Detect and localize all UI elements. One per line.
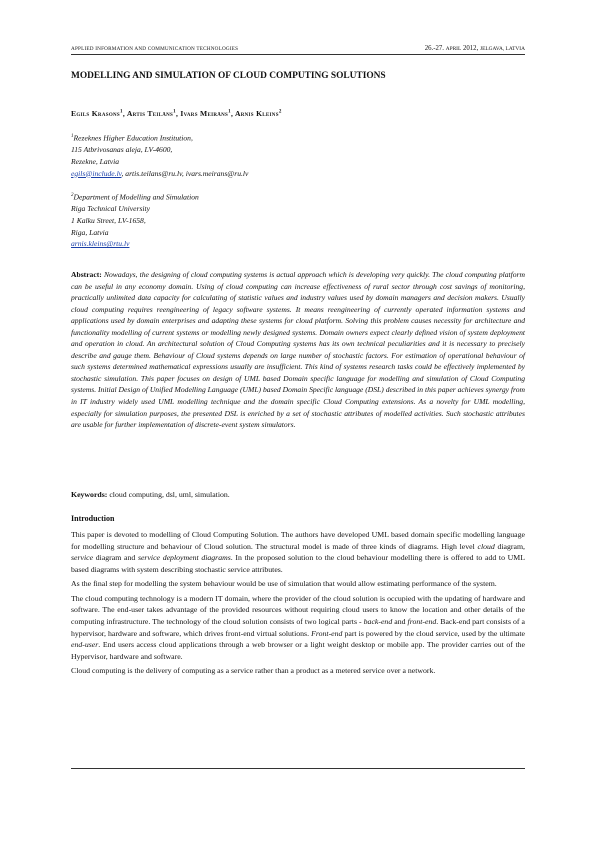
footer-rule: [71, 768, 525, 769]
author-separator: ,: [122, 109, 127, 118]
abstract-text: Nowadays, the designing of cloud computing systems is actual approach which is developing very quickly. The cloud computing platform can be useful in any economy domain. Using of cloud computing can increase effectiveness of rural sector through cost savings of monitoring, practically unlimited data capacity for calculating of statistic values and industry values used by domain managers and decision makers. Usually cloud computing requires reengineering of legacy software systems. It means reengineering of currently operated information systems and applications used by domain enterprises and adapting these systems for cloud platform. Solving this problem causes necessity for architecture and functionality modelling of current systems or modelling newly designed systems. Domain owners expect clearly defined vision of system deployment and operation in cloud. An architectural solution of Cloud Computing systems has its own technical peculiarities and it is necessary to precisely describe and gauge them. Behaviour of Cloud systems depends on large number of stochastic factors. For estimation of operational behaviour of such systems determined mathematical expressions usually are insufficient. This kind of systems research tasks could be effectively implemented by stochastic simulation. This paper focuses on design of UML based Domain specific language for modelling and simulation of Cloud Computing systems. Initial Design of Unified Modelling Language (UML) based Domain Specific language (DSL) described in this paper achieves synergy from in IT industry widely used UML modelling technique and the domain specific Cloud Computing extensions. As a novelty for UML modelling, especially for simulation purposes, the presented DSL is enriched by a set of stochastic attributes of modelled activities. Such stochastic attributes are usable for further implementation of discrete-event system simulators.: [71, 270, 525, 430]
affiliation-line: Rezekne, Latvia: [71, 156, 120, 166]
conference-place: JELGAVA, LATVIA: [479, 46, 525, 52]
keywords-text: cloud computing, dsl, uml, simulation.: [109, 490, 230, 499]
author-affil-mark: 1: [173, 109, 176, 115]
author-affil-mark: 2: [278, 109, 282, 115]
text-run: and: [392, 616, 408, 626]
author-list: [71, 109, 282, 118]
conference-year: 2012,: [462, 45, 479, 52]
affiliation-line: Rezeknes Higher Education Institution,: [73, 133, 193, 143]
author-affil-mark: 1: [120, 109, 123, 115]
text-run: . Back-end part consists of a hypervisor, hardware and software, which drives front-end virtual solutions.: [71, 616, 526, 638]
running-header-left: APPLIED INFORMATION AND COMMUNICATION TECHNOLOGIES: [71, 46, 239, 52]
text-run: diagram and: [93, 553, 138, 563]
text-run: . End users access cloud applications through a web browser or a light weight desktop or mobile app. The provider carries out of the Hypervisor, hardware and software.: [71, 640, 525, 662]
affiliation-line: Riga Technical University: [71, 204, 151, 214]
author-separator: ,: [230, 109, 235, 118]
affiliation-2: [71, 190, 199, 250]
affiliation-line: Department of Modelling and Simulation: [73, 192, 199, 202]
running-header-right: [425, 45, 525, 52]
italic-term: service deployment diagrams: [137, 553, 231, 563]
italic-term: cloud: [477, 541, 495, 551]
author-name: Artis Teilāns: [126, 109, 174, 118]
paragraph: Cloud computing is the delivery of computing as a service rather than a product as a metered service over a network.: [71, 666, 436, 676]
email-link[interactable]: egils@include.lv: [71, 168, 122, 178]
italic-term: front-end: [407, 616, 437, 626]
paper-title: MODELLING AND SIMULATION OF CLOUD COMPUTING SOLUTIONS: [71, 71, 386, 81]
affiliation-line: 1 Kalku Street, LV-1658,: [71, 215, 146, 225]
italic-term: end-user: [71, 640, 99, 650]
author-name: Arnis Kleins: [234, 109, 279, 118]
affiliation-1: [71, 131, 248, 179]
section-heading-introduction: Introduction: [71, 514, 115, 523]
abstract: [71, 269, 525, 431]
paragraph: As the final step for modelling the system behaviour would be use of simulation that would allow estimating performance of the system.: [71, 579, 497, 589]
abstract-label: Abstract:: [71, 270, 102, 279]
keywords: [71, 490, 230, 499]
italic-term: service: [71, 553, 94, 563]
conference-month: APRIL: [445, 46, 462, 52]
text-run: . In the proposed solution to the cloud behaviour modelling there is offered to add to UML based diagrams with system describing stochastic service attributes.: [71, 553, 526, 575]
author-name: Ivars Meirāns: [180, 109, 229, 118]
conference-dates: 26.-27.: [424, 45, 444, 52]
text-run: This paper is devoted to modelling of Cloud Computing Solution. The authors have developed UML based domain specific modelling language for modelling structure and behaviour of Cloud solution. The structural model is made of three kinds of diagrams. High level: [71, 530, 525, 551]
introduction-body: [71, 529, 525, 679]
keywords-label: Keywords:: [71, 490, 108, 499]
italic-term: Front-end: [311, 628, 343, 638]
affiliation-line: Riga, Latvia: [71, 227, 109, 237]
affiliation-mark: 2: [71, 193, 74, 198]
email-addresses: , artis.teilans@ru.lv, ivars.meirans@ru.lv: [121, 168, 249, 178]
affiliation-mark: 1: [71, 134, 74, 139]
paragraph: [71, 529, 525, 576]
running-header: [71, 45, 525, 55]
author-separator: ,: [175, 109, 181, 118]
text-run: The cloud computing technology is a modern IT domain, where the provider of the cloud solution is occupied with the updating of hardware and software. The end-user takes advantage of the provided resources without requiring cloud users to know the location and other details of the computing infrastructure. The technology of the cloud solution consists of two logical parts -: [71, 593, 525, 626]
text-run: part is powered by the cloud service, used by the ultimate: [342, 628, 525, 638]
affiliation-line: 115 Atbrivosanas aleja, LV-4600,: [71, 145, 173, 155]
text-run: diagram,: [494, 541, 525, 551]
author-affil-mark: 1: [228, 109, 231, 115]
paragraph: [71, 593, 525, 663]
author-name: Egils Krasons: [71, 109, 121, 118]
email-link[interactable]: arnis.kleins@rtu.lv: [71, 239, 130, 249]
italic-term: back-end: [363, 616, 393, 626]
